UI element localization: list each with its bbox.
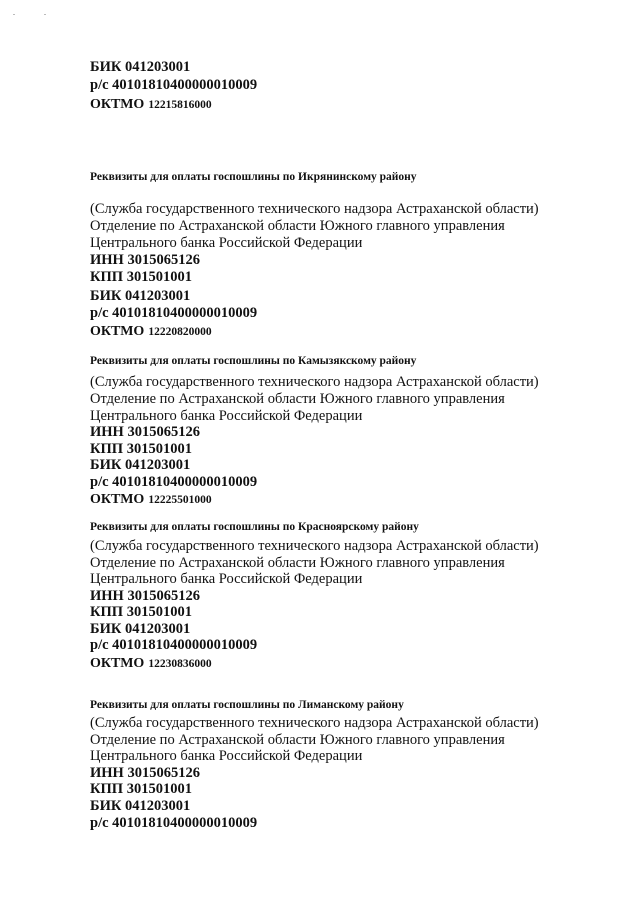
oktmo-label: ОКТМО [90,656,145,671]
oktmo [90,323,212,339]
oktmo [90,491,212,507]
kpp: КПП 301501001 [90,604,192,620]
scan-speck [44,14,46,15]
inn: ИНН 3015065126 [90,424,200,440]
inn: ИНН 3015065126 [90,588,200,604]
bik: БИК 041203001 [90,457,191,473]
rs: р/с 40101810400000010009 [90,637,258,653]
inn: ИНН 3015065126 [90,252,200,268]
scan-speck [13,14,15,15]
kpp: КПП 301501001 [90,269,192,285]
bank-line-1: Отделение по Астраханской области Южного главного управления [90,218,505,234]
org-name: (Служба государственного технического надзора Астраханской области) [90,374,539,390]
top-bik: БИК 041203001 [90,59,191,75]
bik: БИК 041203001 [90,288,191,304]
org-name: (Служба государственного технического надзора Астраханской области) [90,201,539,217]
oktmo-label: ОКТМО [90,97,145,112]
top-oktmo [90,96,212,112]
oktmo-value: 12225501000 [148,494,212,506]
bik: БИК 041203001 [90,621,191,637]
rs: р/с 40101810400000010009 [90,815,258,831]
bank-line-2: Центрального банка Российской Федерации [90,748,363,764]
oktmo-value: 12230836000 [148,658,212,670]
org-name: (Служба государственного технического надзора Астраханской области) [90,715,539,731]
oktmo [90,655,212,671]
oktmo-label: ОКТМО [90,324,145,339]
bank-line-1: Отделение по Астраханской области Южного главного управления [90,391,505,407]
oktmo-value: 12215816000 [148,99,212,111]
org-name: (Служба государственного технического надзора Астраханской области) [90,538,539,554]
section-heading-kamyzyaksky: Реквизиты для оплаты госпошлины по Камызякскому району [90,355,417,367]
inn: ИНН 3015065126 [90,765,200,781]
section-heading-krasnoyarsky: Реквизиты для оплаты госпошлины по Красноярскому району [90,521,419,533]
rs: р/с 40101810400000010009 [90,474,258,490]
kpp: КПП 301501001 [90,781,192,797]
bank-line-2: Центрального банка Российской Федерации [90,571,363,587]
bank-line-1: Отделение по Астраханской области Южного главного управления [90,555,505,571]
rs: р/с 40101810400000010009 [90,305,258,321]
top-rs: р/с 40101810400000010009 [90,77,258,93]
bik: БИК 041203001 [90,798,191,814]
section-heading-ikryaninsky: Реквизиты для оплаты госпошлины по Икрянинскому району [90,171,417,183]
section-heading-limansky: Реквизиты для оплаты госпошлины по Лиманскому району [90,699,404,711]
kpp: КПП 301501001 [90,441,192,457]
oktmo-label: ОКТМО [90,492,145,507]
bank-line-2: Центрального банка Российской Федерации [90,235,363,251]
bank-line-1: Отделение по Астраханской области Южного главного управления [90,732,505,748]
oktmo-value: 12220820000 [148,326,212,338]
bank-line-2: Центрального банка Российской Федерации [90,408,363,424]
